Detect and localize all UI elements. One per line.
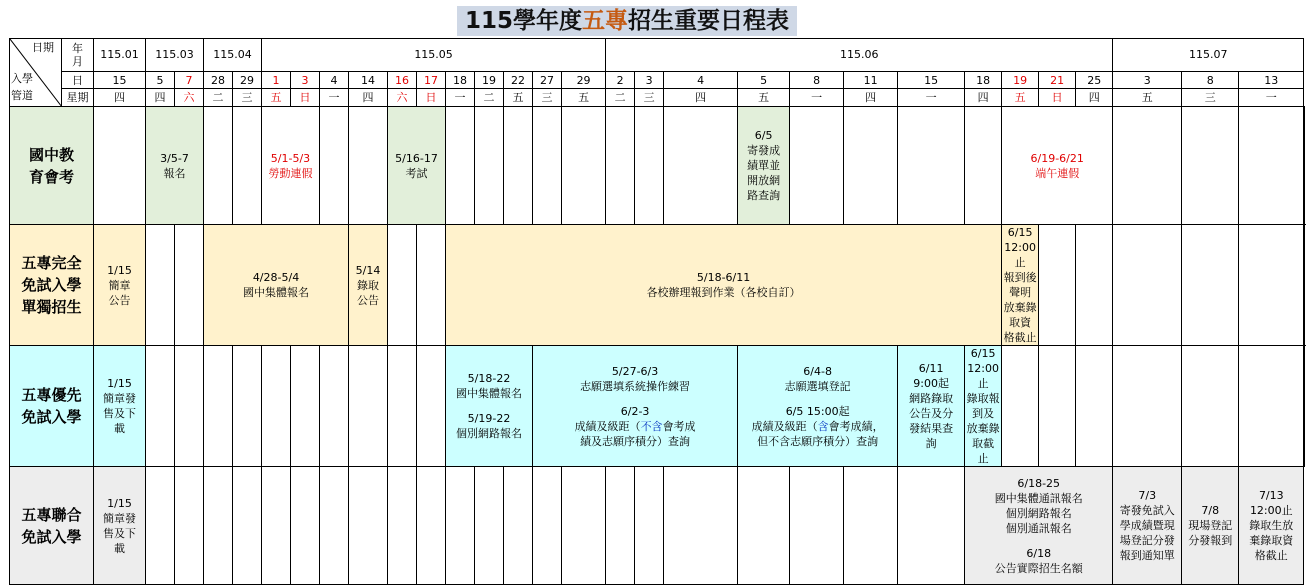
- dragon-boat-holiday: 6/19-6/21 端午連假: [1002, 107, 1113, 225]
- page-title: [457, 6, 797, 36]
- header-channel-label: 管道: [11, 89, 33, 102]
- weekday-cell: 日: [291, 89, 320, 107]
- independent-withdraw-deadline: 6/15 12:00止 報到後聲明 放棄錄取資 格截止: [1003, 226, 1037, 344]
- empty-cell: [1239, 346, 1304, 467]
- empty-cell: [790, 467, 844, 585]
- empty-cell: [146, 346, 175, 467]
- day-cell: 14: [349, 71, 388, 89]
- weekday-cell: 三: [1182, 89, 1239, 107]
- weekday-cell: 一: [1239, 89, 1304, 107]
- empty-cell: [388, 467, 417, 585]
- weekday-cell: 五: [1113, 89, 1182, 107]
- joint-withdraw-deadline: 7/13 12:00止 錄取生放 棄錄取資 格截止: [1239, 467, 1304, 585]
- empty-cell: [175, 467, 204, 585]
- month-cell: 115.06: [606, 39, 1113, 72]
- empty-cell: [417, 346, 446, 467]
- empty-cell: [664, 107, 738, 225]
- weekday-cell: 五: [562, 89, 606, 107]
- title-highlight: 五專: [582, 8, 628, 34]
- priority-practice: 5/27-6/3 志願選填系統操作練習 6/2-3 成績及級距（不含會考成 績及志願序積分）查詢: [533, 346, 738, 467]
- month-label: 月: [72, 54, 83, 68]
- empty-cell: [1039, 225, 1076, 346]
- month-cell: 115.04: [204, 39, 262, 72]
- independent-enrollment: 5/18-6/11 各校辦理報到作業（各校自訂）: [446, 225, 1002, 346]
- empty-cell: [204, 346, 233, 467]
- header-corner: [10, 39, 62, 107]
- empty-cell: [1182, 346, 1239, 467]
- day-cell: 3: [635, 71, 664, 89]
- empty-cell: [262, 346, 291, 467]
- empty-cell: [349, 107, 388, 225]
- empty-cell: [175, 225, 204, 346]
- empty-cell: [262, 467, 291, 585]
- empty-cell: [388, 346, 417, 467]
- priority-brochure: 1/15 簡章發 售及下 載: [94, 346, 146, 467]
- empty-cell: [320, 467, 349, 585]
- empty-cell: [94, 107, 146, 225]
- joint-brochure: 1/15 簡章發 售及下 載: [94, 467, 146, 585]
- weekday-cell: 日: [417, 89, 446, 107]
- empty-cell: [417, 467, 446, 585]
- empty-cell: [635, 467, 664, 585]
- weekday-cell: 二: [475, 89, 504, 107]
- weekday-cell: 四: [94, 89, 146, 107]
- empty-cell: [175, 346, 204, 467]
- month-cell: 115.07: [1113, 39, 1304, 72]
- empty-cell: [233, 467, 262, 585]
- empty-cell: [1239, 107, 1304, 225]
- empty-cell: [790, 107, 844, 225]
- empty-cell: [533, 107, 562, 225]
- month-cell: 115.01: [94, 39, 146, 72]
- exam-day: 5/16-17 考試: [388, 107, 446, 225]
- day-cell: 5: [738, 71, 790, 89]
- empty-cell: [606, 107, 635, 225]
- day-cell: 28: [204, 71, 233, 89]
- day-cell: 19: [1002, 71, 1039, 89]
- weekday-cell: 一: [446, 89, 475, 107]
- weekday-label: 星期: [62, 89, 94, 107]
- empty-cell: [1182, 107, 1239, 225]
- weekday-cell: 日: [1039, 89, 1076, 107]
- month-cell: 115.03: [146, 39, 204, 72]
- empty-cell: [146, 225, 175, 346]
- empty-cell: [635, 107, 664, 225]
- weekday-cell: 三: [533, 89, 562, 107]
- empty-cell: [1113, 225, 1182, 346]
- weekday-cell: 一: [898, 89, 965, 107]
- day-cell: 1: [262, 71, 291, 89]
- empty-cell: [562, 107, 606, 225]
- empty-cell: [446, 467, 475, 585]
- day-cell: 16: [388, 71, 417, 89]
- weekday-cell: 五: [262, 89, 291, 107]
- empty-cell: [844, 107, 898, 225]
- joint-notice: 7/3 寄發免試入 學成績暨現 場登記分發 報到通知單: [1113, 467, 1182, 585]
- empty-cell: [146, 467, 175, 585]
- day-cell: 17: [417, 71, 446, 89]
- weekday-cell: 四: [349, 89, 388, 107]
- row-label-priority: 五專優先免試入學: [10, 346, 94, 467]
- day-cell: 29: [562, 71, 606, 89]
- row-independent: [10, 225, 1305, 346]
- empty-cell: [664, 467, 738, 585]
- weekday-cell: 六: [388, 89, 417, 107]
- day-cell: 8: [1182, 71, 1239, 89]
- row-joint: [10, 467, 1305, 585]
- joint-onsite: 7/8 現場登記 分發報到: [1182, 467, 1239, 585]
- title-text-end: 招生重要日程表: [628, 8, 789, 34]
- row-label-exam: 國中教育會考: [10, 107, 94, 225]
- empty-cell: [204, 467, 233, 585]
- empty-cell: [1076, 346, 1113, 467]
- empty-cell: [898, 467, 965, 585]
- day-cell: 5: [146, 71, 175, 89]
- labor-holiday: 5/1-5/3 勞動連假: [262, 107, 320, 225]
- day-cell: 2: [606, 71, 635, 89]
- empty-cell: [533, 467, 562, 585]
- empty-cell: [1113, 346, 1182, 467]
- empty-cell: [291, 467, 320, 585]
- exam-registration: 3/5-7 報名: [146, 107, 204, 225]
- empty-cell: [349, 467, 388, 585]
- weekday-cell: 四: [965, 89, 1002, 107]
- header-date-label: 日期: [32, 41, 54, 54]
- weekday-cell: 一: [320, 89, 349, 107]
- day-cell: 25: [1076, 71, 1113, 89]
- empty-cell: [233, 346, 262, 467]
- priority-enroll-deadline: 6/15 12:00止 錄取報到及 放棄錄取截 止: [966, 347, 1000, 465]
- day-cell: 18: [965, 71, 1002, 89]
- empty-cell: [417, 225, 446, 346]
- day-cell: 3: [1113, 71, 1182, 89]
- empty-cell: [475, 467, 504, 585]
- day-cell: 13: [1239, 71, 1304, 89]
- day-cell: 7: [175, 71, 204, 89]
- priority-choice-registration: 6/4-8 志願選填登記 6/5 15:00起 成績及級距（含會考成績， 但不含志願序積分）查詢: [738, 346, 898, 467]
- empty-cell: [446, 107, 475, 225]
- empty-cell: [291, 346, 320, 467]
- day-cell: 15: [898, 71, 965, 89]
- weekday-cell: 三: [635, 89, 664, 107]
- empty-cell: [320, 107, 349, 225]
- weekday-cell: 一: [790, 89, 844, 107]
- empty-cell: [388, 225, 417, 346]
- year-label: 年: [72, 41, 83, 55]
- empty-cell: [349, 346, 388, 467]
- title-text: 115學年度: [464, 8, 582, 34]
- empty-cell: [965, 107, 1002, 225]
- weekday-cell: 六: [175, 89, 204, 107]
- header-year-month: [62, 39, 94, 72]
- priority-result: 6/11 9:00起 網路錄取 公告及分 發結果查 詢: [898, 346, 965, 467]
- day-cell: 15: [94, 71, 146, 89]
- day-cell: 27: [533, 71, 562, 89]
- header-admission-label: 入學: [11, 72, 33, 85]
- weekday-cell: 三: [233, 89, 262, 107]
- weekday-cell: 四: [844, 89, 898, 107]
- score-release: 6/5 寄發成 績單並 開放網 路查詢: [738, 107, 790, 225]
- joint-registration: 6/18-25 國中集體通訊報名 個別網路報名 個別通訊報名 6/18 公告實際招生名額: [965, 467, 1113, 585]
- empty-cell: [504, 107, 533, 225]
- empty-cell: [1039, 346, 1076, 467]
- weekday-cell: 五: [1002, 89, 1039, 107]
- day-cell: 29: [233, 71, 262, 89]
- day-cell: 21: [1039, 71, 1076, 89]
- weekday-cell: 五: [504, 89, 533, 107]
- weekday-cell: 四: [1076, 89, 1113, 107]
- empty-cell: [844, 467, 898, 585]
- row-priority: [10, 346, 1305, 467]
- empty-cell: [1002, 346, 1039, 467]
- schedule-table: [9, 38, 1305, 585]
- day-cell: 3: [291, 71, 320, 89]
- empty-cell: [1076, 225, 1113, 346]
- row-exam: [10, 107, 1305, 225]
- empty-cell: [320, 346, 349, 467]
- day-cell: 8: [790, 71, 844, 89]
- day-cell: 19: [475, 71, 504, 89]
- empty-cell: [475, 107, 504, 225]
- empty-cell: [1113, 107, 1182, 225]
- day-cell: 18: [446, 71, 475, 89]
- empty-cell: [504, 467, 533, 585]
- day-cell: 4: [320, 71, 349, 89]
- empty-cell: [606, 467, 635, 585]
- empty-cell: [233, 107, 262, 225]
- weekday-cell: 二: [606, 89, 635, 107]
- priority-registration: 5/18-22 國中集體報名 5/19-22 個別網路報名: [446, 346, 533, 467]
- row-label-joint: 五專聯合免試入學: [10, 467, 94, 585]
- independent-admission-announcement: 5/14 錄取 公告: [349, 225, 388, 346]
- empty-cell: [562, 467, 606, 585]
- day-cell: 22: [504, 71, 533, 89]
- day-cell: 4: [664, 71, 738, 89]
- day-label: 日: [62, 71, 94, 89]
- weekday-cell: 二: [204, 89, 233, 107]
- empty-cell: [738, 467, 790, 585]
- empty-cell: [898, 107, 965, 225]
- weekday-cell: 五: [738, 89, 790, 107]
- day-cell: 11: [844, 71, 898, 89]
- empty-cell: [1239, 225, 1304, 346]
- independent-announcement: 1/15 簡章 公告: [94, 225, 146, 346]
- empty-cell: [1182, 225, 1239, 346]
- independent-group-registration: 4/28-5/4 國中集體報名: [204, 225, 349, 346]
- weekday-cell: 四: [664, 89, 738, 107]
- row-label-independent: 五專完全免試入學單獨招生: [10, 225, 94, 346]
- weekday-cell: 四: [146, 89, 175, 107]
- empty-cell: [204, 107, 233, 225]
- month-cell: 115.05: [262, 39, 606, 72]
